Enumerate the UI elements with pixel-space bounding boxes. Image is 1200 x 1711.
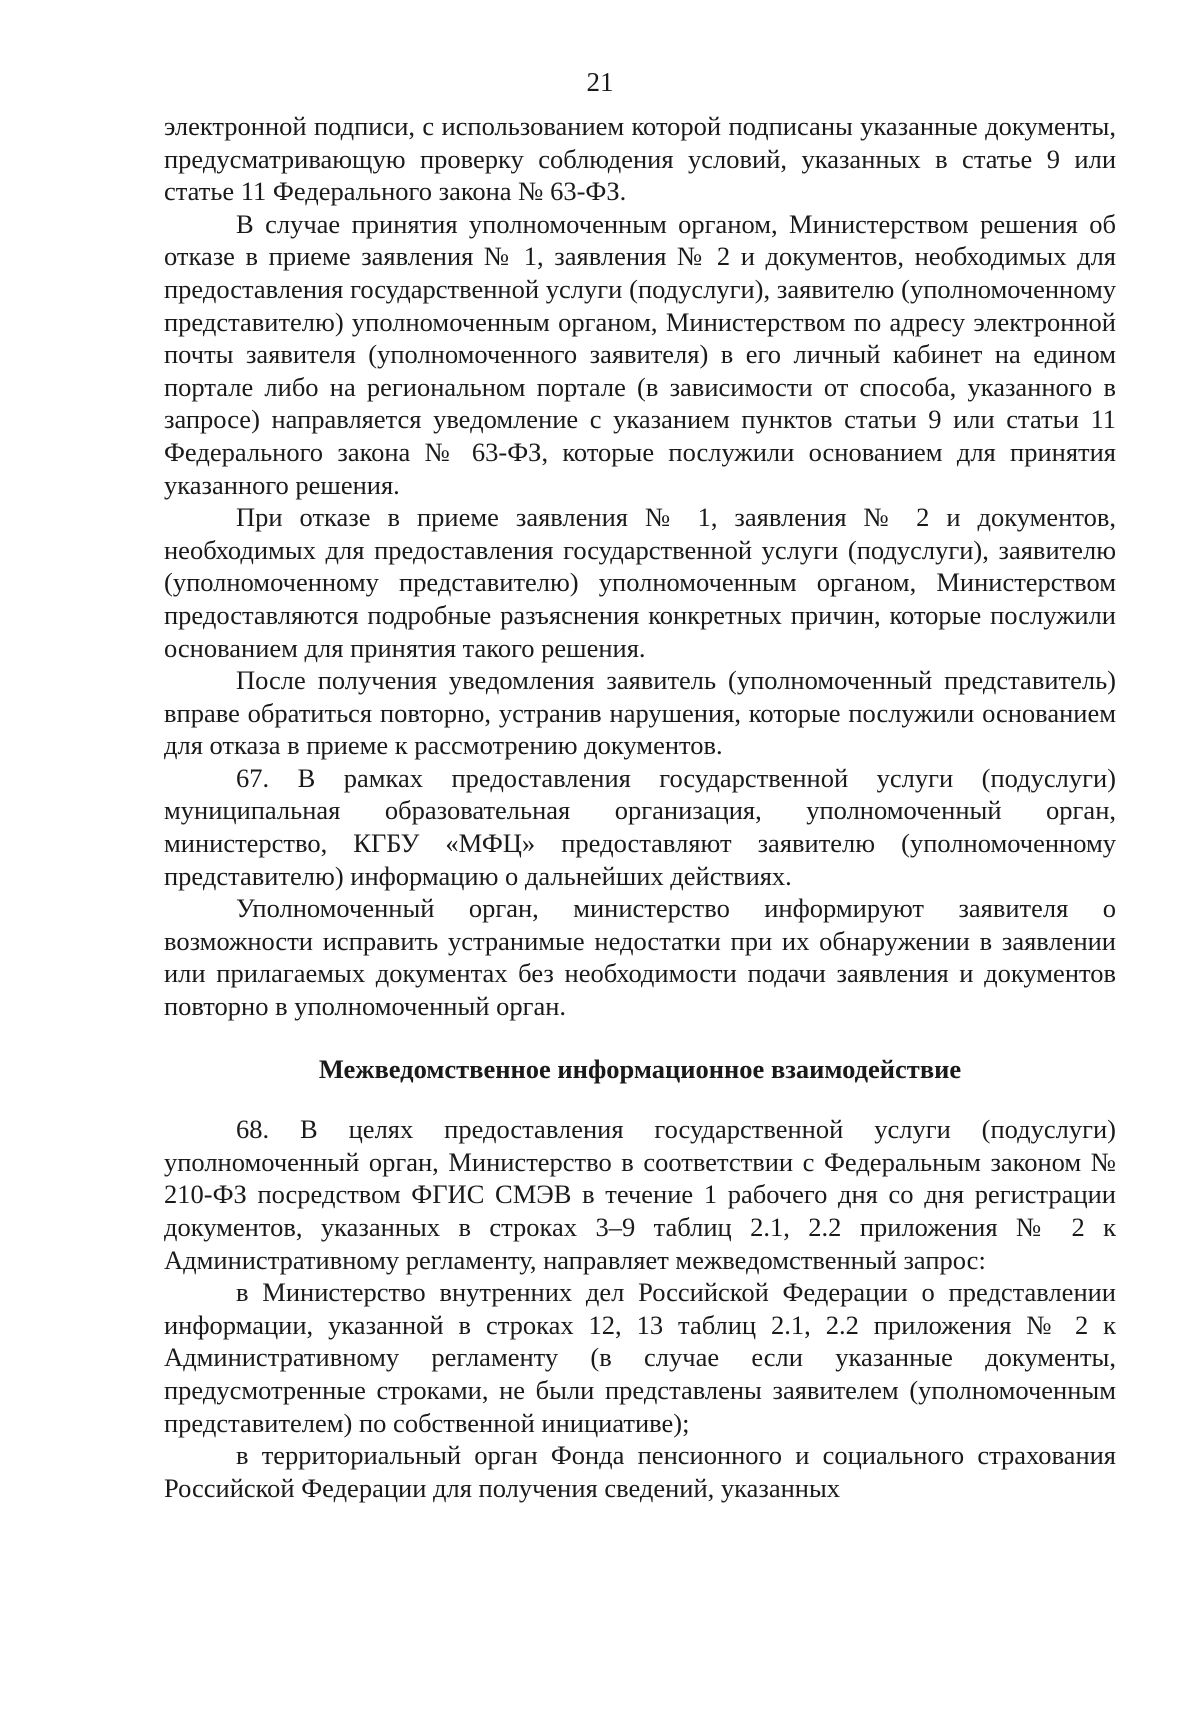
paragraph: в территориальный орган Фонда пенсионного и социального страхования Российской Федерации для получения сведений, указанных (164, 1440, 1116, 1503)
paragraph: в Министерство внутренних дел Российской Федерации о представлении информации, указанной в строках 12, 13 таблиц 2.1, 2.2 приложения № 2 к Административному регламенту (в случае если указанные документы, предусмотренные строками, не были представлены заявителем (уполномоченным представителем) по собственной инициативе); (164, 1277, 1116, 1438)
paragraph: После получения уведомления заявитель (уполномоченный представитель) вправе обратиться повторно, устранив нарушения, которые послужили основанием для отказа в приеме к рассмотрению документов. (164, 665, 1116, 761)
paragraph: 67. В рамках предоставления государственной услуги (подуслуги) муниципальная образовательная организация, уполномоченный орган, министерство, КГБУ «МФЦ» предоставляют заявителю (уполномоченному представителю) информацию о дальнейших действиях. (164, 762, 1116, 891)
page-number: 21 (586, 67, 614, 97)
section-heading: Межведомственное информационное взаимодействие (318, 1053, 962, 1084)
paragraph: При отказе в приеме заявления № 1, заявления № 2 и документов, необходимых для предоставления государственной услуги (подуслуги), заявителю (уполномоченному представителю) уполномоченным органом, Министерством предоставляются подробные разъяснения конкретных причин, которые послужили основанием для принятия такого решения. (164, 502, 1116, 663)
paragraph: Уполномоченный орган, министерство информируют заявителя о возможности исправить устранимые недостатки при их обнаружении в заявлении или прилагаемых документах без необходимости подачи заявления и документов повторно в уполномоченный орган. (164, 893, 1116, 1022)
paragraph: 68. В целях предоставления государственной услуги (подуслуги) уполномоченный орган, Министерство в соответствии с Федеральным законом № 210-ФЗ посредством ФГИС СМЭВ в течение 1 рабочего дня со дня регистрации документов, указанных в строках 3–9 таблиц 2.1, 2.2 приложения № 2 к Административному регламенту, направляет межведомственный запрос: (164, 1114, 1116, 1275)
paragraph: электронной подписи, с использованием которой подписаны указанные документы, предусматривающую проверку соблюдения условий, указанных в статье 9 или статье 11 Федерального закона № 63-ФЗ. (164, 111, 1116, 207)
paragraph: В случае принятия уполномоченным органом, Министерством решения об отказе в приеме заявления № 1, заявления № 2 и документов, необходимых для предоставления государственной услуги (подуслуги), заявителю (уполномоченному представителю) уполномоченным органом, Министерством по адресу электронной почты заявителя (уполномоченного заявителя) в его личный кабинет на едином портале либо на региональном портале (в зависимости от способа, указанного в запросе) направляется уведомление с указанием пунктов статьи 9 или статьи 11 Федерального закона № 63-ФЗ, которые послужили основанием для принятия указанного решения. (164, 208, 1116, 500)
document-body (164, 110, 1116, 1504)
